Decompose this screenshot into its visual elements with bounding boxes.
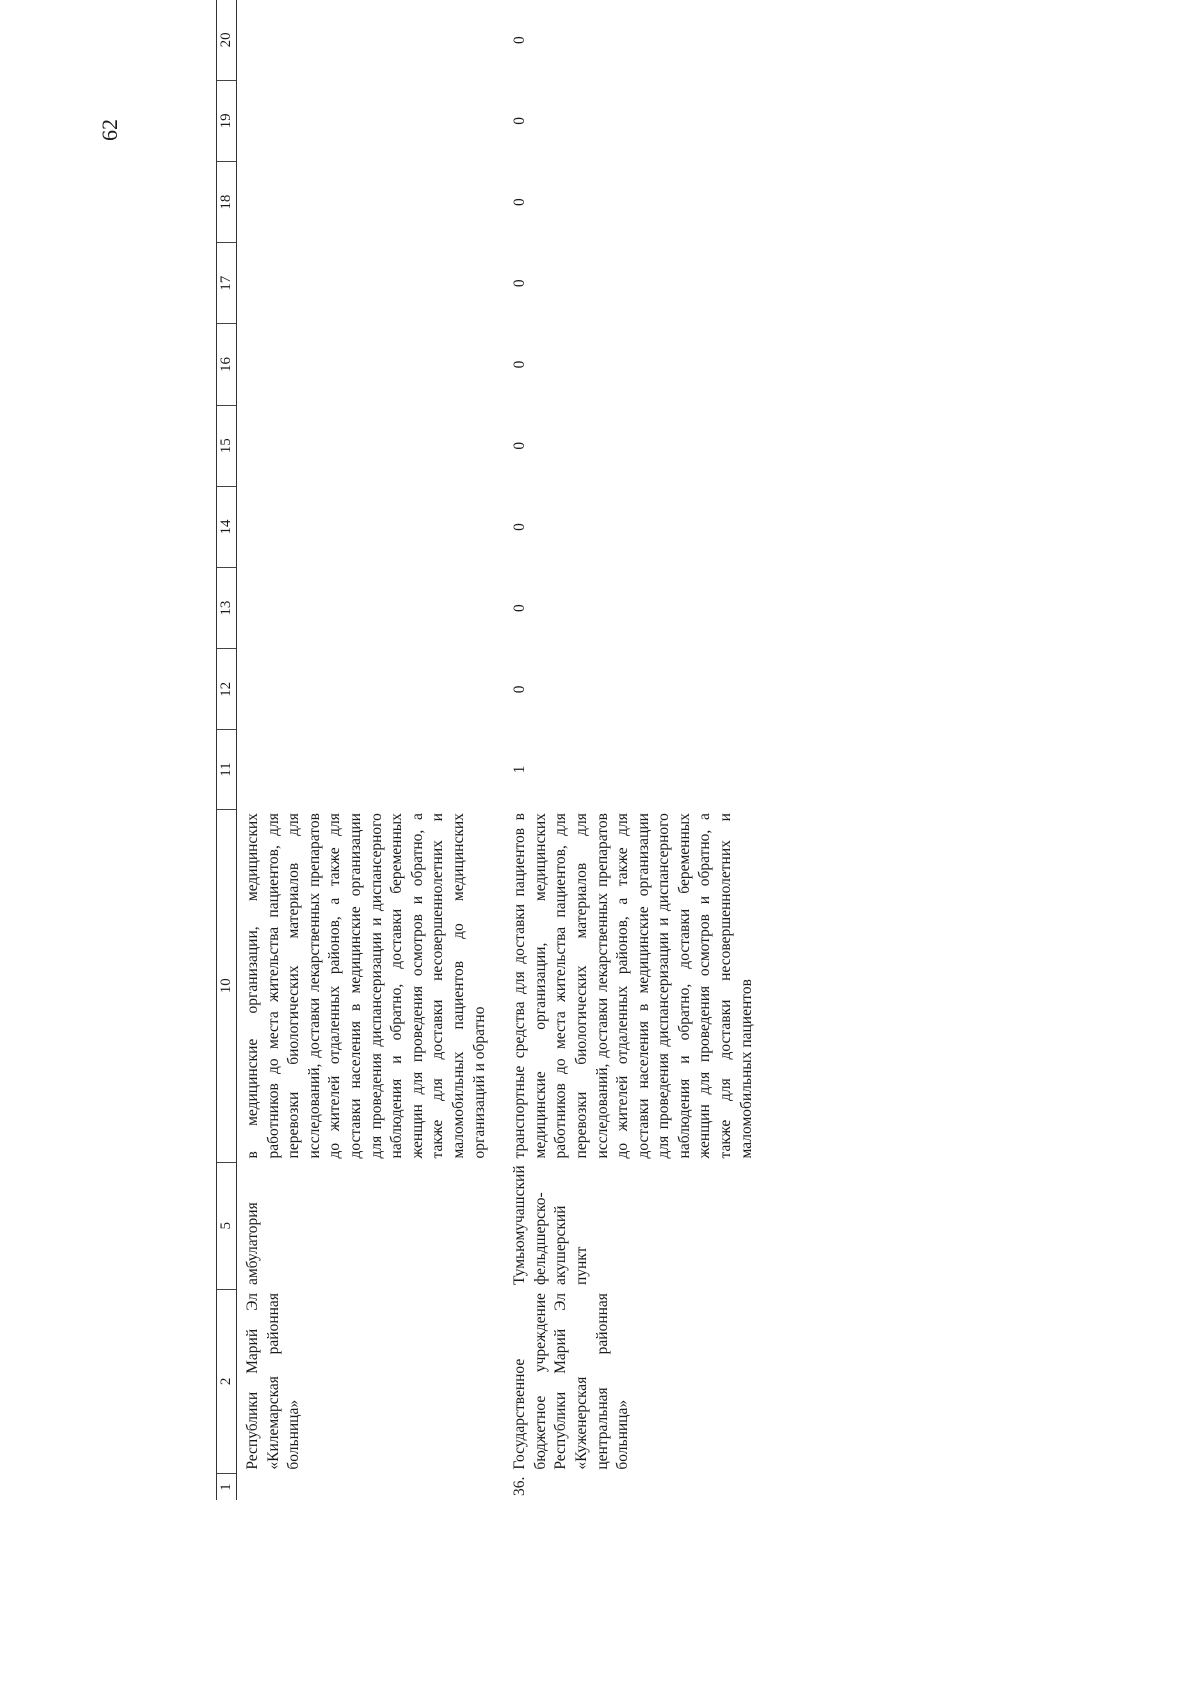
cell-col-15 [237, 405, 505, 486]
header-col-13: 13 [217, 568, 237, 649]
cell-col-11 [237, 730, 505, 809]
cell-col-20: 0 [511, 36, 529, 44]
cell-col-19: 0 [511, 116, 529, 125]
cell-col-17 [237, 243, 505, 324]
header-row [217, 0, 237, 1500]
header-col-19: 19 [217, 80, 237, 161]
data-table [216, 0, 771, 1500]
cell-col-18 [237, 161, 505, 242]
cell-col-17: 0 [511, 279, 529, 288]
table-row [237, 0, 505, 1500]
organization-name: Республики Марий Эл «Килемарская районная больница» [244, 1293, 303, 1470]
cell-col-13 [237, 568, 505, 649]
header-col-1: 1 [217, 1474, 237, 1500]
header-col-18: 18 [217, 161, 237, 242]
header-col-5: 5 [217, 1162, 237, 1289]
header-col-2: 2 [217, 1289, 237, 1474]
unit-name: Тумьюмучашский фельдшерско-акушерский пункт [511, 1165, 590, 1286]
header-col-15: 15 [217, 405, 237, 486]
header-col-20: 20 [217, 0, 237, 80]
row-number: 36. [511, 1476, 529, 1496]
header-col-11: 11 [217, 730, 237, 809]
cell-col-11: 1 [511, 765, 529, 774]
cell-col-18: 0 [511, 198, 529, 206]
purpose-text: транспортные средства для доставки пациентов в медицинские организации, медицинских работников до места жительства пациентов, для перевозки биологических материалов для исследований, доставки лекарственных препаратов до жителей отдаленных районов, а также для доставки населения в медицинские организации для проведения диспансеризации и диспансерного наблюдения и обратно, доставки беременных женщин для проведения осмотров и обратно, а также для доставки несовершеннолетних и маломобильных пациентов [511, 813, 755, 1159]
cell-col-12: 0 [511, 685, 529, 694]
cell-col-14 [237, 486, 505, 567]
page-number: 62 [97, 119, 122, 141]
header-col-14: 14 [217, 486, 237, 567]
header-col-10: 10 [217, 809, 237, 1162]
cell-col-15: 0 [511, 441, 529, 450]
row-number [237, 1474, 505, 1500]
cell-col-12 [237, 649, 505, 730]
purpose-text: в медицинские организации, медицинских работников до места жительства пациентов, для перевозки биологических материалов для исследований, доставки лекарственных препаратов до жителей отдаленных районов, а также для доставки населения в медицинские организации для проведения диспансеризации и диспансерного наблюдения и обратно, доставки беременных женщин для проведения осмотров и обратно, а также для доставки несовершеннолетних и маломобильных пациентов до медицинских организаций и обратно [244, 813, 488, 1159]
cell-col-13: 0 [511, 604, 529, 613]
table-row [504, 0, 771, 1500]
organization-name: Государственное бюджетное учреждение Республики Марий Эл «Куженерская центральная районная больница» [511, 1293, 632, 1470]
header-col-17: 17 [217, 243, 237, 324]
cell-col-16: 0 [511, 360, 529, 369]
cell-col-16 [237, 324, 505, 405]
unit-name: амбулатория [244, 1202, 261, 1286]
cell-col-14: 0 [511, 523, 529, 531]
cell-col-19 [237, 80, 505, 161]
header-col-16: 16 [217, 324, 237, 405]
header-col-12: 12 [217, 649, 237, 730]
rotated-table-page [216, 0, 1200, 1500]
cell-col-20 [237, 0, 505, 80]
